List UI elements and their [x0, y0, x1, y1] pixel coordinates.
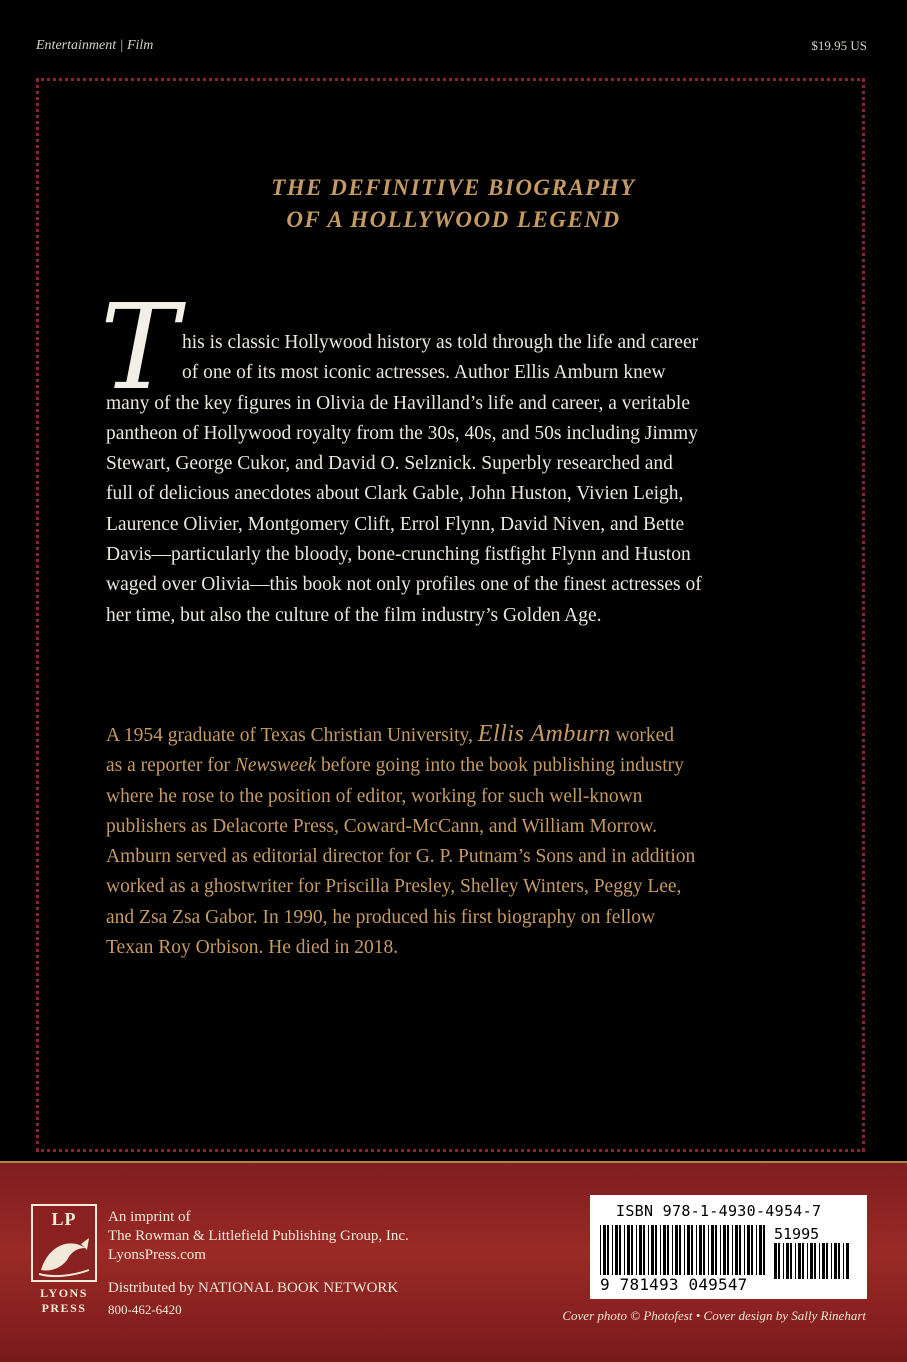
- description-line: his is classic Hollywood history as told through the life and career: [182, 332, 699, 353]
- logo-word-lyons: LYONS: [40, 1286, 88, 1300]
- description-line: Laurence Olivier, Montgomery Clift, Errol Flynn, David Niven, and Bette: [106, 513, 685, 535]
- headline: [0, 172, 907, 236]
- description-line: of one of its most iconic actresses. Author Ellis Amburn knew: [182, 362, 666, 384]
- barcode-bars: [600, 1225, 768, 1275]
- description-line: Davis—particularly the bloody, bone-crunching fistfight Flynn and Huston: [106, 544, 691, 566]
- bio-text: A 1954 graduate of Texas Christian University,: [106, 725, 478, 746]
- bio-text: as a reporter for: [106, 755, 235, 777]
- publisher-website: LyonsPress.com: [108, 1247, 206, 1263]
- bio-line: and Zsa Zsa Gabor. In 1990, he produced his first biography on fellow: [106, 906, 656, 928]
- description-line: her time, but also the culture of the film industry’s Golden Age.: [106, 604, 602, 626]
- description-line: full of delicious anecdotes about Clark Gable, John Huston, Vivien Leigh,: [106, 483, 684, 505]
- description-line: many of the key figures in Olivia de Havilland’s life and career, a veritable: [106, 392, 690, 414]
- logo-letters: LP: [51, 1209, 77, 1229]
- price-barcode-bars: [774, 1243, 854, 1283]
- book-description: [106, 328, 806, 631]
- bio-text: worked: [610, 725, 675, 746]
- author-bio: [106, 719, 806, 963]
- author-name: Ellis Amburn: [477, 721, 611, 747]
- headline-line-1: THE DEFINITIVE BIOGRAPHY: [271, 175, 636, 200]
- category-label: Entertainment | Film: [36, 38, 154, 53]
- bio-line: [106, 751, 806, 781]
- publisher-footer: [0, 1161, 907, 1362]
- fish-icon: [37, 1234, 91, 1278]
- isbn-text: ISBN 978-1-4930-4954-7: [616, 1202, 822, 1220]
- description-line: pantheon of Hollywood royalty from the 30s, 40s, and 50s including Jimmy: [106, 422, 698, 444]
- price-code: 51995: [774, 1225, 820, 1243]
- logo-word-press: PRESS: [41, 1301, 87, 1315]
- distributor-line: Distributed by NATIONAL BOOK NETWORK: [108, 1280, 399, 1296]
- drop-cap: T: [100, 278, 179, 416]
- price-label: $19.95 US: [811, 38, 867, 53]
- distribution-info: [108, 1277, 398, 1321]
- bio-line: Texan Roy Orbison. He died in 2018.: [106, 937, 399, 959]
- bio-line: [106, 719, 806, 751]
- bio-line: publishers as Delacorte Press, Coward-McCann, and William Morrow.: [106, 815, 658, 837]
- cover-credits: Cover photo © Photofest • Cover design by Sally Rinehart: [562, 1308, 866, 1323]
- description-line: Stewart, George Cukor, and David O. Selznick. Superbly researched and: [106, 453, 673, 475]
- lyons-press-logo: [31, 1204, 97, 1282]
- headline-line-2: OF A HOLLYWOOD LEGEND: [286, 207, 621, 232]
- bio-line: worked as a ghostwriter for Priscilla Presley, Shelley Winters, Peggy Lee,: [106, 876, 682, 898]
- imprint-line: An imprint of: [108, 1209, 191, 1225]
- description-line: waged over Olivia—this book not only profiles one of the finest actresses of: [106, 574, 702, 596]
- magazine-name: Newsweek: [234, 755, 317, 777]
- bio-line: Amburn served as editorial director for G. P. Putnam’s Sons and in addition: [106, 846, 696, 868]
- isbn-barcode: [590, 1195, 867, 1299]
- barcode-digits: 9 781493 049547: [600, 1275, 748, 1294]
- bio-line: where he rose to the position of editor, working for such well-known: [106, 785, 643, 807]
- bio-text: before going into the book publishing industry: [316, 755, 684, 777]
- imprint-info: [108, 1208, 409, 1265]
- imprint-line: The Rowman & Littlefield Publishing Group, Inc.: [108, 1228, 409, 1244]
- phone-number: 800-462-6420: [108, 1302, 182, 1317]
